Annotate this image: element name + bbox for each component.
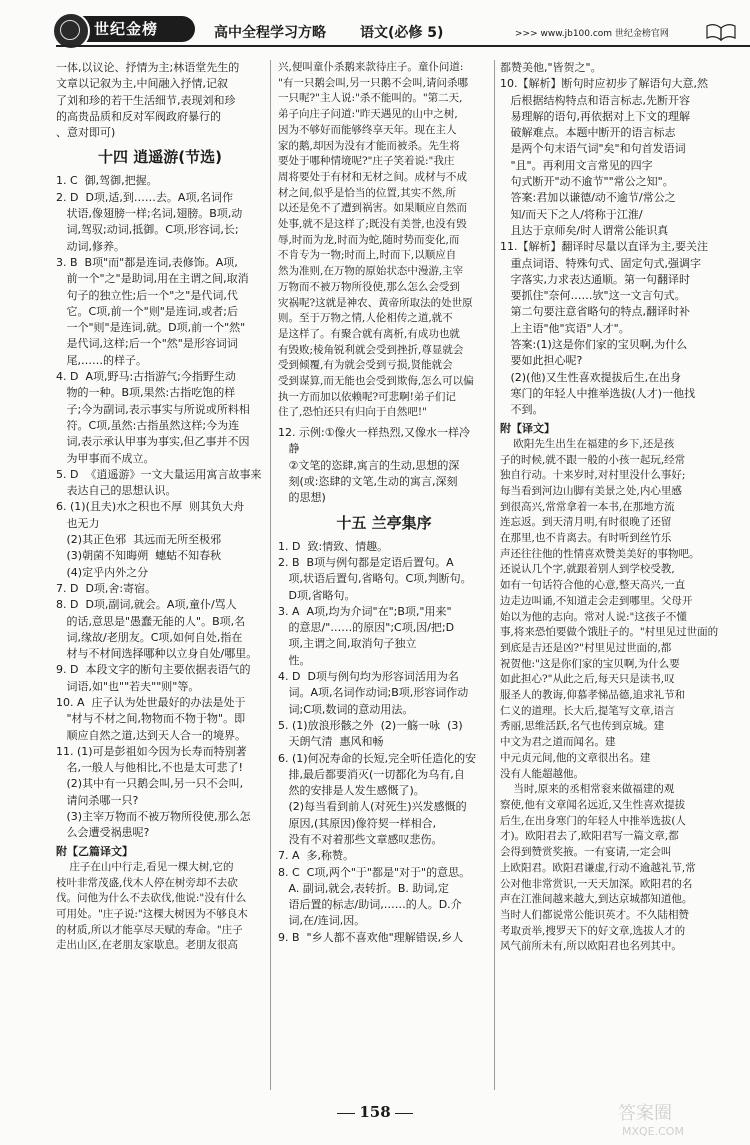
brand-logo [60, 16, 195, 42]
translation-text: 欧阳先生出生在福建的乡下,还是孩 子的时候,就不跟一般的小孩一起玩,经常 独自行动。十来岁时,对村里没什么事好; 每当看到河边山脚有美景之处,内心里感 到很高兴,常常拿着一本书,在那地方流 连忘返。到天清月明,有时很晚了还留 在那里,也不肯离去。有时听到丝竹乐 声还往往他的性情喜欢赞美美好的事物吧。 还说认几个字,就跟着别人到学校受教, 如有一句话符合他的心意,整天高兴,一直 边走边叫诵,不知道走会走到哪里。父母开 始以为他的志向。常对人说:"这孩子不懂 事,将来恐怕要做个饿肚子的。"村里见过世面的 到底是吉还是凶?"村里见过世面的,都 祝贺他:"这是你们家的宝贝啊,为什么要 如此担心?"从此之后,每天只是读书,叹 服圣人的教诲,仰慕孝悌品德,追求礼节和 仁义的道理。长大后,提笔写文章,语言 秀丽,思维活跃,名气也传到京城。建 中文为君之道而闻名。建 中元贞元间,他的文章很出名。建 没有人能超越他。 当时,原来的丞相常衮来做福建的观 察使,他有文章闻名远近,又生性喜欢提拔 后生,在出身寒门的年轻人中推举选拔(人 才)。欧阳君去了,欧阳君写一篇文章,都 会得到赞赏奖掖。一有宴请,一定会叫 上欧阳君。欧阳君谦虚,行动不逾越礼节,常 公对他非常赏识,一天天加深。欧阳君的名 声在江淮间越来越大,到达京城都知道他。 当时人们都说常公能识英才。不久陆相赞 考取贡举,搜罗天下的好文章,选拔人才的 风气前所未有,所以欧阳君也名列其中。 [500, 437, 719, 953]
column-middle [278, 60, 490, 946]
page-number: 158 [0, 1103, 750, 1121]
section-title-15: 十五 兰亭集序 [336, 513, 432, 532]
open-book-icon [706, 24, 736, 42]
logo-text: 世纪金榜 [94, 20, 159, 38]
svg-text:MXQE.COM: MXQE.COM [622, 1125, 684, 1138]
answers-section-15-continued: 都赞美他,"皆贺之"。 10.【解析】断句时应初步了解语句大意,然 后根据结构特点和语言标志,先断开容 易理解的语句,再依据对上下文的理解 破解难点。本题中断开的语言标志 是两个句末语气词"矣"和句首发语词 "且"。再利用文言常见的四字 句式断开"动不逾节""常公之知"。 答案:君加以谦德/动不逾节/常公之 知/而天下之人/将称于江淮/ 且达于京师矣/时人谓常公能识真 11.【解析】翻译时尽量以直译为主,要关注 重点词语、特殊句式、固定句式,强调字 字落实,力求表达通顺。第一句翻译时 要抓住"奈何……欤"这一文言句式。 第二句要注意省略句的特点,翻译时补 上主语"他"宾语"人才"。 答案:(1)这是你们家的宝贝啊,为什么 要如此担心呢? (2)(他)又生性喜欢提拔后生,在出身 寒门的年轻人中推举选拔(人才)一他找 不到。 [500, 61, 708, 417]
column-divider [270, 60, 271, 1090]
watermark-logo [614, 1095, 734, 1139]
subject-title: 语文(必修 5) [360, 25, 444, 41]
translation-text-continued: 兴,便叫童仆杀鹅来款待庄子。童仆问道: "有一只鹅会叫,另一只鹅不会叫,请问杀哪 一只呢?"主人说:"杀不能叫的。"第二天, 弟子向庄子问道:"昨天遇见的山中之树, 因为不够好而能够终享天年。现在主人 家的鹅,却因为没有才能而被杀。先生将 要处于哪种情境呢?"庄子笑着说:"我庄 周将要处于有材和无材之间。成材与不成 材之间,似乎是恰当的位置,其实不然,所 以还是免不了遭到祸害。如果顺应自然而 处事,就不是这样了;既没有美誉,也没有毁 辱,时而为龙,时而为蛇,随时势而变化,而 不肯专为一物;时而上,时而下,以顺应自 然为准则,在万物的原始状态中漫游,主宰 万物而不被万物所役使,那么怎么会受到 灾祸呢?这就是神农、黄帝所取法的处世原 则。至于万物之情,人伦相传之道,就不 是这样了。有聚合就有离析,有成功也就 有毁败;棱角锐利就会受到挫折,尊显就会 受到倾覆,有为就会受到亏损,贤能就会 受到谋算,而无能也会受到欺侮,怎么可以偏 执一方而加以依赖呢?可悲啊!弟子们记 住了,恐怕还只有归向于自然吧!" [278, 61, 474, 419]
answers-section-15: 1. D 致:情致、情趣。 2. B B项与例句都是定语后置句。A 项,状语后置句,省略句。C项,判断句。 D项,省略句。 3. A A项,均为介词"在";B项,"用来" 的意思/"……的原因";C项,因/把;D 项,主谓之间,取消句子独立 性。 4. D D项与例句均为形容词活用为名 词。A项,名词作动词;B项,形容词作动 词;C项,数词的意动用法。 5. (1)放浪形骸之外 (2)一觞一咏 (3) 天朗气清 惠风和畅 6. (1)何况寿命的长短,完全听任造化的安 排,最后都要消灭(一切都化为乌有,自 然的安排是人发生感慨了)。 (2)每当看到前人(对死生)兴发感慨的 原因,(其原因)像符契一样相合, 没有不对着那些文章感叹悲伤。 7. A 多,称赞。 8. C C项,两个"于"都是"对于"的意思。 A. 副词,就会,表转折。B. 助词,定 语后置的标志/助词,……的人。D.介 词,在/连词,因。 9. B "乡人都不喜欢他"理解错误,乡人 [278, 539, 477, 944]
book-title: 高中全程学习方略 [214, 25, 326, 41]
translation-text: 庄子在山中行走,看见一棵大树,它的 枝叶非常茂盛,伐木人停在树旁却不去砍 伐。问他为什么不去砍伐,他说:"没有什么 可用处。"庄子说:"这棵大树因为不够良木 的材质,所以才能享尽天赋的寿命。"庄子 走出山区,在老朋友家歇息。老朋友很高 [56, 860, 248, 952]
translation-heading: 附【译文】 [500, 421, 555, 435]
page-header [0, 0, 750, 52]
column-left [56, 60, 264, 954]
translation-heading: 附【乙篇译文】 [56, 844, 133, 858]
intro-paragraph: 一体,以议论、抒情为主;林语堂先生的 文章以记叙为主,中间融入抒情,记叙 了刘和珍的若干生活细节,表现刘和珍 的高贵品质和反对军阀政府暴行的 、意对即可) [56, 61, 240, 140]
section-title-14: 十四 逍遥游(节选) [98, 148, 222, 167]
header-rule [56, 45, 750, 47]
answers-section-14: 1. C 御,驾御,把握。 2. D D项,适,到……去。A项,名词作 状语,像翅膀一样;名词,翅膀。B项,动 词,驾驭;动词,抵御。C项,形容词,长; 动词,修养。 3. B B项"而"都是连词,表修饰。A项, 前一个"之"是助词,用在主谓之间,取消 句子的独立性;后一个"之"是代词,代 它。C项,前一个"则"是连词,或者;后 一个"则"是连词,就。D项,前一个"然" 是代词,这样;后一个"然"是形容词词 尾,……的样子。 4. D A项,野马:古指游气;今指野生动 物的一种。B项,果然:古指吃饱的样 子;今为副词,表示事实与所说或所料相 符。C项,虽然:古指虽然这样;今为连 词,表示承认甲事为事实,但乙事并不因 为甲事而不成立。 5. D 《逍遥游》一文大量运用寓言故事来 表达自己的思想认识。 6. (1)(且夫)水之积也不厚 则其负大舟 也无力 (2)其正色邪 其远而无所至极邪 (3)朝菌不知晦朔 蟪蛄不知春秋 (4)定乎内外之分 7. D D项,舍:寄宿。 8. D D项,副词,就会。A项,童仆/骂人 的话,意思是"愚蠢无能的人"。B项,名 词,缘故/老朋友。C项,如何自处,指在 材与不材间选择哪种以立身自处/哪里。 9. D 本段文字的断句主要依据表语气的 词语,如"也""若夫""则"等。 10. A 庄子认为处世最好的办法是处于 "材与不材之间,物物而不物于物"。即 顺应自然之道,达到天人合一的境界。 11. (1)可是彭祖如今因为长寿而特别著 名,一般人与他相比,不也是太可悲了! (2)其中有一只鹅会叫,另一只不会叫, 请问杀哪一只? (3)主宰万物而不被万物所役使,那么怎 么会遭受祸患呢? [56, 174, 262, 840]
column-right [500, 60, 724, 955]
answer-12: 12. 示例:①像火一样热烈,又像水一样冷 静 ②文笔的恣肆,寓言的生动,思想的深 刻(或:恣肆的文笔,生动的寓言,深刻 的思想) [278, 426, 471, 505]
column-divider [494, 60, 495, 1090]
svg-text:答案圈: 答案圈 [618, 1103, 672, 1124]
site-url: >>> www.jb100.com 世纪金榜官网 [515, 29, 669, 39]
